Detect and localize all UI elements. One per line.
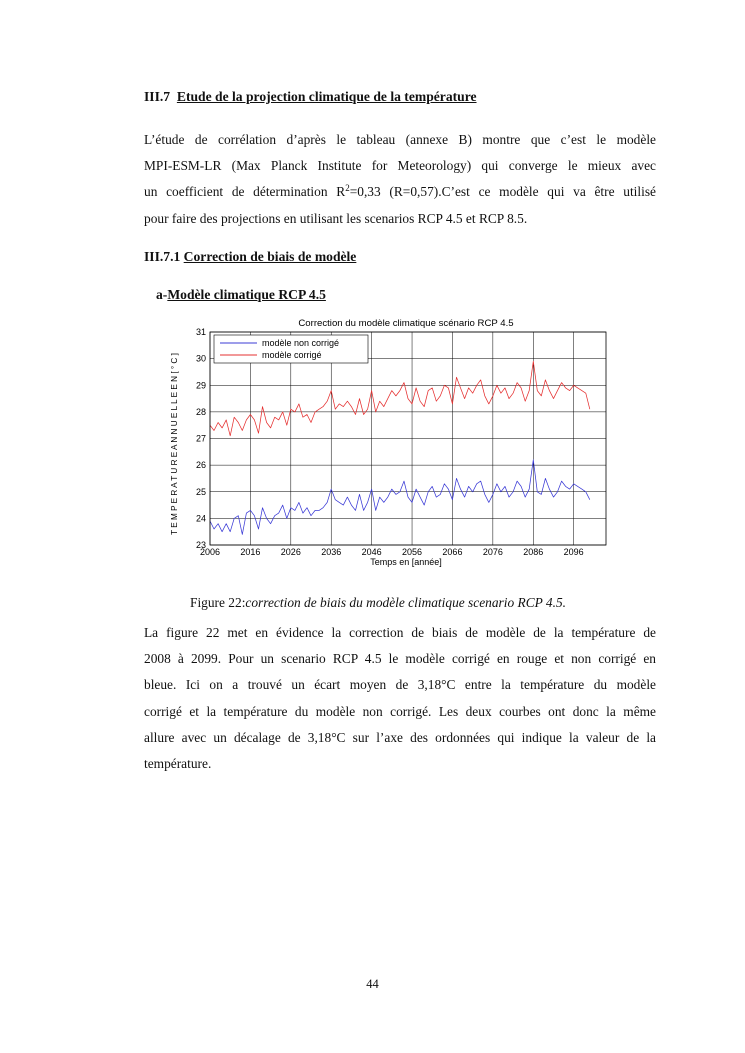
text-fragment: un coefficient de détermination R (144, 184, 346, 200)
section-title: Etude de la projection climatique de la température (176, 89, 477, 104)
intro-paragraph (144, 127, 656, 232)
y-tick-label: 25 (195, 486, 206, 497)
x-tick-label: 2046 (361, 547, 382, 557)
subsection-title: Correction de biais de modèle (183, 249, 357, 264)
y-tick-label: 31 (195, 327, 206, 337)
y-tick-label: 30 (195, 353, 206, 364)
text-fragment: =0,33 (R=0,57).C’est ce modèle qui va être utilisé (349, 184, 656, 200)
chart-xlabel: Temps en [année] (370, 557, 442, 567)
discussion-paragraph (144, 620, 656, 777)
legend-label-corrige: modèle corrigé (262, 350, 322, 360)
chart-legend (214, 335, 368, 363)
section-heading (144, 89, 477, 105)
series-line-corrige (210, 361, 590, 436)
chart-ylabel: T E M P E R A T U R E A N N U E L L E E N [ ° C ] (170, 353, 179, 535)
y-tick-label: 24 (195, 513, 206, 524)
y-tick-label: 23 (195, 540, 206, 550)
y-tick-label: 28 (195, 406, 206, 417)
text-line: La figure 22 met en évidence la correction de biais de modèle de la température de (144, 625, 656, 640)
x-tick-label: 2016 (240, 547, 261, 557)
chart-grid (210, 332, 606, 545)
x-tick-label: 2026 (280, 547, 301, 557)
x-tick-label: 2066 (442, 547, 463, 557)
subsection-heading (144, 249, 356, 265)
x-tick-label: 2036 (321, 547, 342, 557)
page-number: 44 (366, 977, 379, 991)
y-tick-label: 29 (195, 380, 206, 391)
text-line: température. (144, 756, 212, 772)
x-tick-label: 2056 (402, 547, 423, 557)
series-line-non-corrige (210, 460, 590, 535)
figure-caption (190, 595, 566, 611)
x-tick-label: 2096 (563, 547, 584, 557)
text-line: allure avec un décalage de 3,18°C sur l’axe des ordonnées qui indique la valeur de la (144, 729, 656, 745)
text-line: corrigé et la température du modèle non corrigé. Les deux courbes ont donc la même (144, 703, 656, 719)
y-tick-label: 27 (195, 433, 206, 444)
text-line: 2008 à 2099. Pour un scenario RCP 4.5 le modèle corrigé en rouge et non corrigé en (144, 651, 656, 667)
model-heading-prefix: a- (156, 287, 168, 302)
caption-text: correction de biais du modèle climatique scenario RCP 4.5. (245, 595, 566, 610)
chart-title: Correction du modèle climatique scénario RCP 4.5 (298, 318, 514, 329)
superscript: 2 (345, 183, 350, 194)
x-tick-label: 2006 (199, 547, 221, 557)
chart-series (210, 361, 590, 534)
caption-label: Figure 22: (190, 595, 246, 610)
subsection-number: III.7.1 (144, 249, 181, 264)
legend-label-non-corrige: modèle non corrigé (262, 338, 340, 348)
x-tick-label: 2076 (482, 547, 503, 557)
temperature-chart (160, 314, 620, 576)
x-tick-label: 2086 (523, 547, 544, 557)
text-line: L’étude de corrélation d’après le tableau (annexe B) montre que c’est le modèle (144, 132, 656, 147)
section-number: III.7 (144, 89, 171, 104)
text-line: pour faire des projections en utilisant les scenarios RCP 4.5 et RCP 8.5. (144, 210, 528, 226)
y-tick-label: 26 (195, 460, 206, 471)
text-line (144, 179, 656, 205)
model-heading (156, 287, 326, 303)
text-line: bleue. Ici on a trouvé un écart moyen de 3,18°C entre la température du modèle (144, 677, 656, 693)
text-line: MPI-ESM-LR (Max Planck Institute for Meteorology) qui converge le mieux avec (144, 158, 656, 174)
model-heading-title: Modèle climatique RCP 4.5 (167, 287, 326, 302)
